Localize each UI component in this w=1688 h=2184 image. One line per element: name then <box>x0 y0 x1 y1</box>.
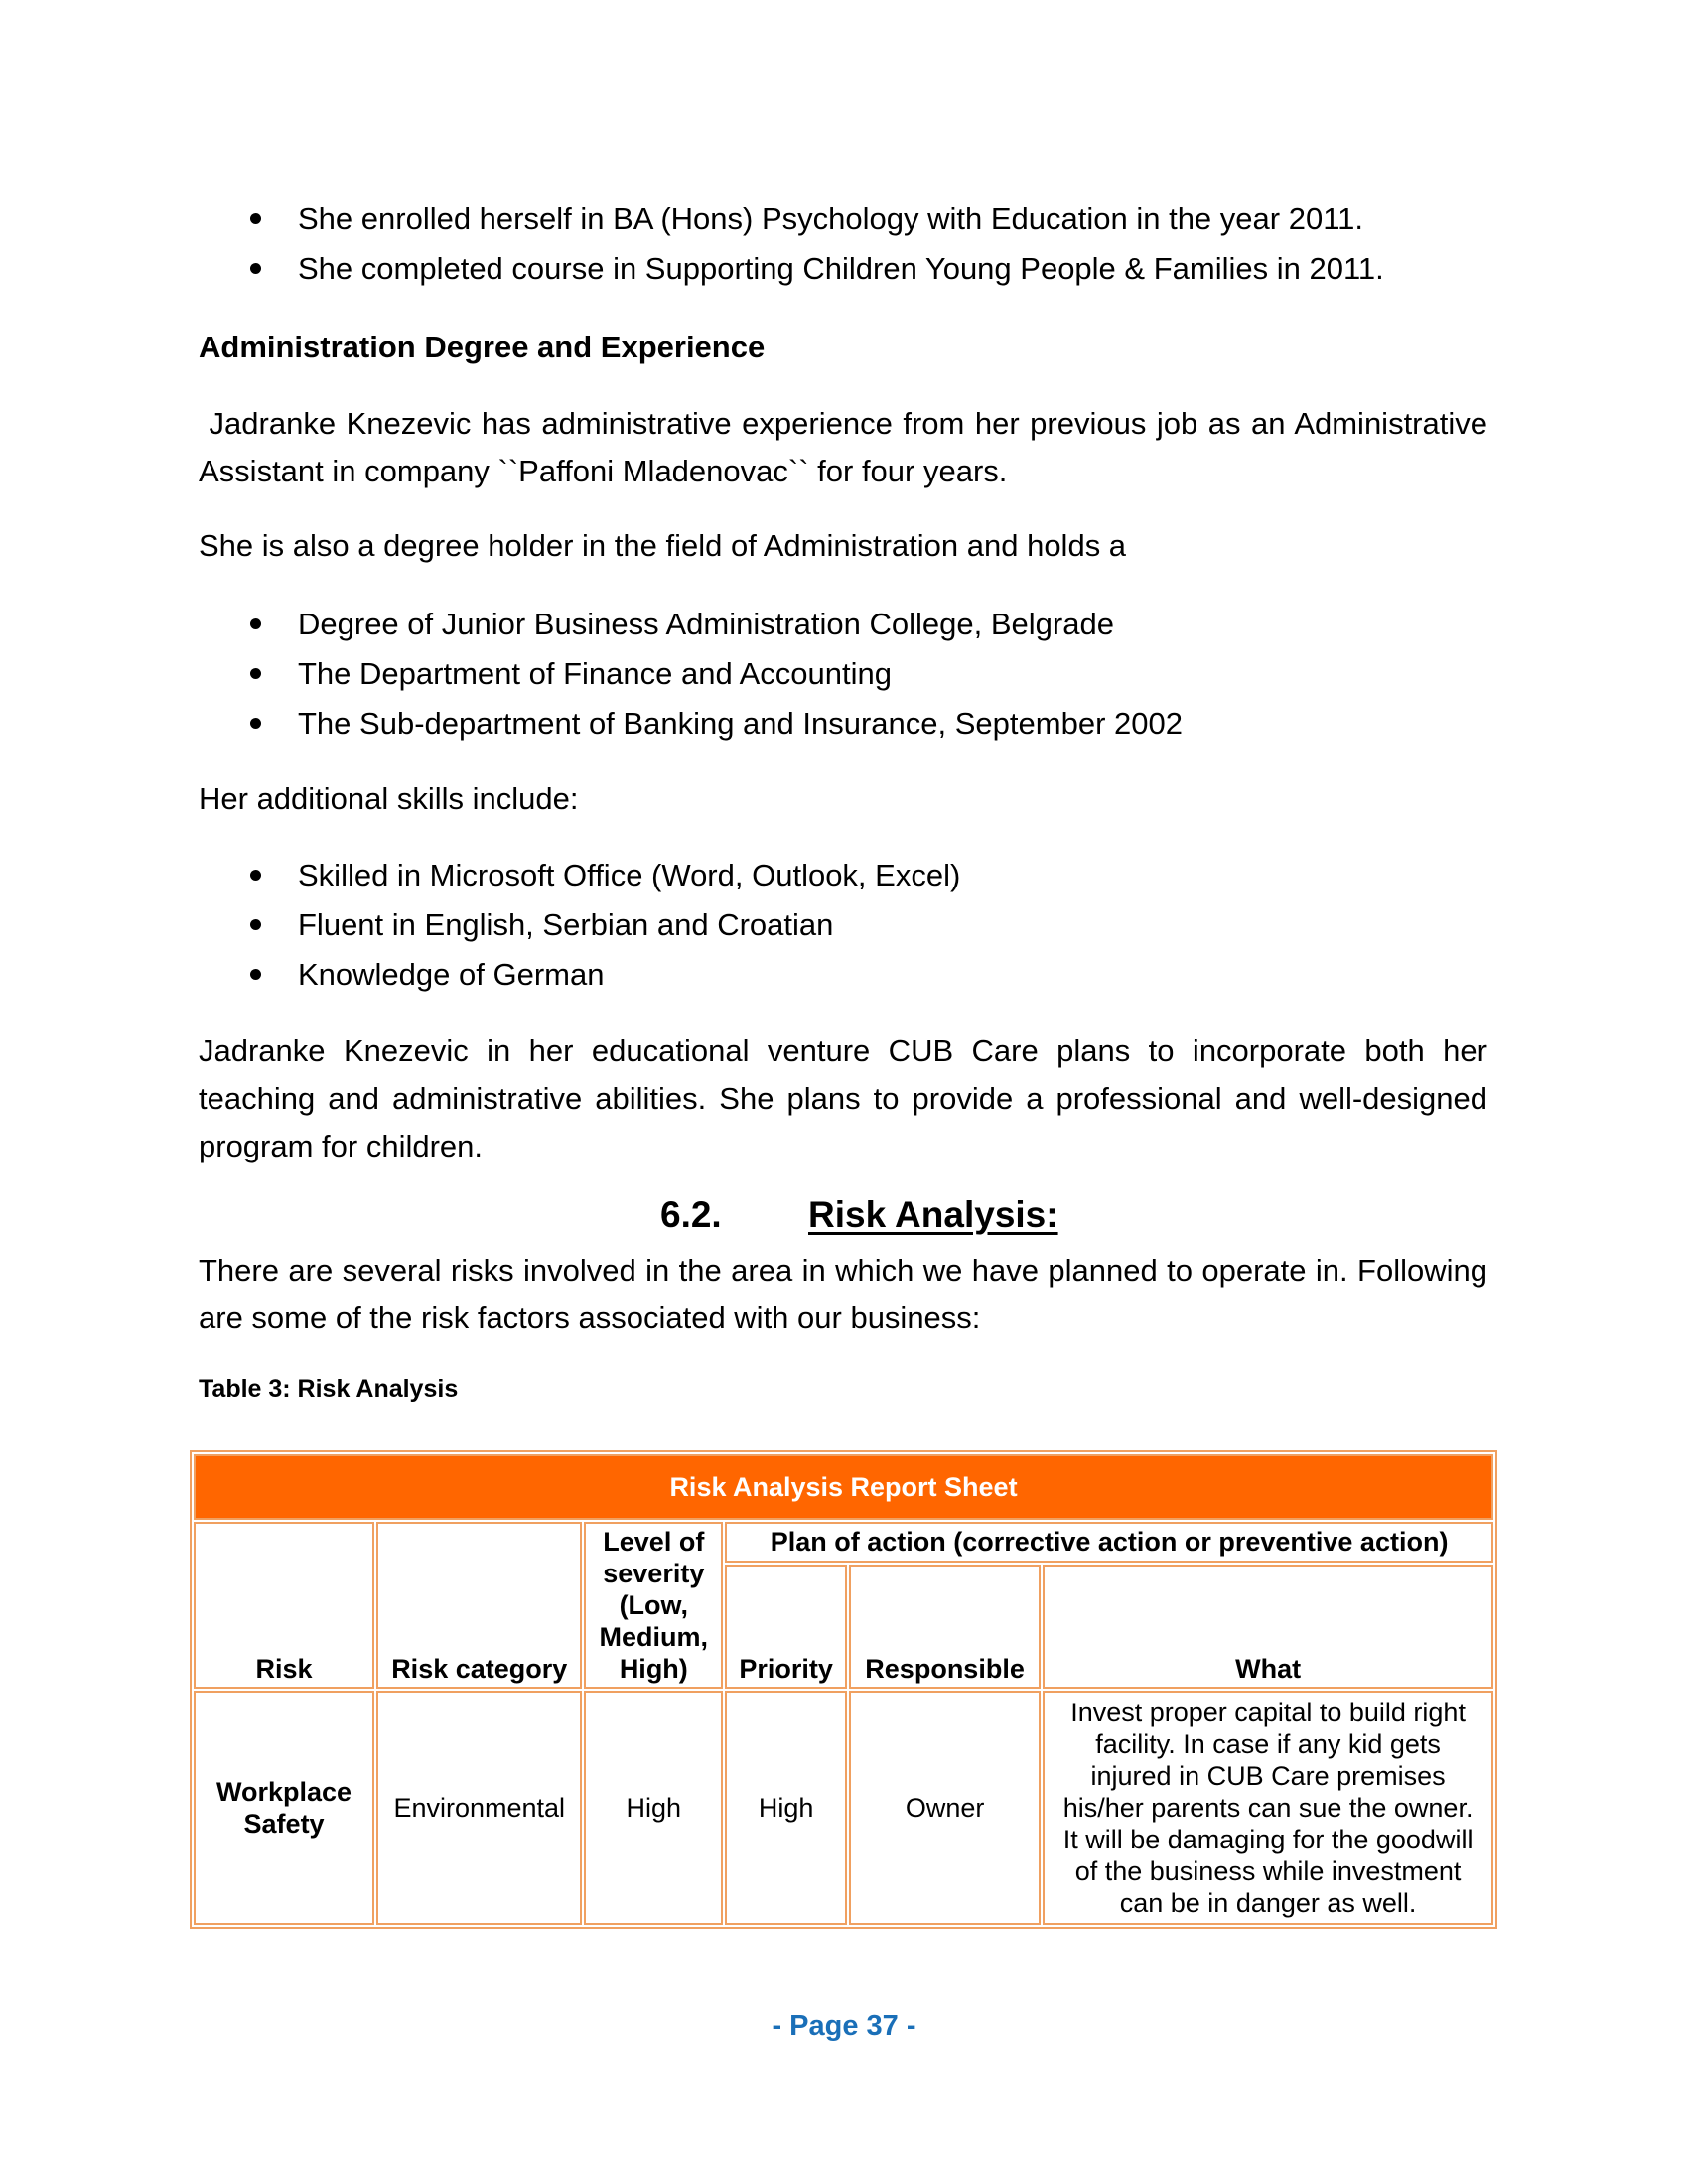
list-item <box>199 699 1487 749</box>
section-title: Risk Analysis: <box>808 1194 1058 1235</box>
list-item <box>199 244 1487 294</box>
cell-priority: High <box>725 1691 847 1925</box>
list-item <box>199 851 1487 900</box>
cell-category: Environmental <box>376 1691 582 1925</box>
bullet-icon <box>250 618 261 629</box>
bullet-icon <box>250 668 261 679</box>
column-header-severity: Level of severity (Low, Medium, High) <box>584 1522 723 1689</box>
cell-responsible: Owner <box>849 1691 1041 1925</box>
bullet-icon <box>250 263 261 274</box>
list-item-text: The Sub-department of Banking and Insurance, September 2002 <box>298 706 1183 741</box>
column-header-responsible: Responsible <box>849 1565 1041 1689</box>
list-item-text: She completed course in Supporting Children Young People & Families in 2011. <box>298 251 1384 286</box>
table-title-row <box>194 1454 1493 1520</box>
list-item <box>199 600 1487 649</box>
column-header-plan-of-action: Plan of action (corrective action or preventive action) <box>725 1522 1493 1563</box>
cell-what: Invest proper capital to build right facility. In case if any kid gets injured in CUB Care premises his/her parents can sue the owner. It will be damaging for the goodwill of the business while investment can be in danger as well. <box>1043 1691 1493 1925</box>
admin-experience-paragraph: Jadranke Knezevic has administrative experience from her previous job as an Administrative Assistant in company ``Paffoni Mladenovac`` for four years. <box>199 406 1494 488</box>
list-item <box>199 195 1487 244</box>
education-bullet-list <box>199 195 1487 294</box>
admin-degree-intro: She is also a degree holder in the field of Administration and holds a <box>199 528 1127 563</box>
bullet-icon <box>250 718 261 729</box>
cell-severity: High <box>584 1691 723 1925</box>
bullet-icon <box>250 919 261 930</box>
list-item <box>199 649 1487 699</box>
closing-paragraph: Jadranke Knezevic in her educational venture CUB Care plans to incorporate both her teaching and administrative abilities. She plans to provide a professional and well-designed program for children. <box>199 1033 1487 1163</box>
risk-analysis-table <box>190 1450 1497 1929</box>
list-item-text: Knowledge of German <box>298 957 605 992</box>
list-item-text: Degree of Junior Business Administration College, Belgrade <box>298 607 1114 641</box>
table-caption: Table 3: Risk Analysis <box>199 1375 459 1403</box>
section-number: 6.2. <box>660 1194 722 1235</box>
cell-risk: Workplace Safety <box>194 1691 374 1925</box>
list-item <box>199 900 1487 950</box>
risk-intro-paragraph: There are several risks involved in the area in which we have planned to operate in. Following are some of the risk factors associated with our business: <box>199 1253 1487 1335</box>
degree-bullet-list <box>199 600 1487 749</box>
bullet-icon <box>250 870 261 881</box>
table-row <box>194 1691 1493 1925</box>
list-item <box>199 950 1487 1000</box>
column-header-priority: Priority <box>725 1565 847 1689</box>
list-item-text: Skilled in Microsoft Office (Word, Outlook, Excel) <box>298 858 961 892</box>
list-item-text: Fluent in English, Serbian and Croatian <box>298 907 834 942</box>
table-title: Risk Analysis Report Sheet <box>194 1454 1493 1520</box>
column-header-what: What <box>1043 1565 1493 1689</box>
table-header-row <box>194 1522 1493 1563</box>
bullet-icon <box>250 213 261 224</box>
column-header-category: Risk category <box>376 1522 582 1689</box>
list-item-text: The Department of Finance and Accounting <box>298 656 892 691</box>
page-number: - Page 37 - <box>772 2010 916 2042</box>
skills-intro: Her additional skills include: <box>199 781 579 816</box>
admin-section-heading: Administration Degree and Experience <box>199 330 766 364</box>
column-header-risk: Risk <box>194 1522 374 1689</box>
bullet-icon <box>250 969 261 980</box>
list-item-text: She enrolled herself in BA (Hons) Psychology with Education in the year 2011. <box>298 202 1363 236</box>
skills-bullet-list <box>199 851 1487 1000</box>
